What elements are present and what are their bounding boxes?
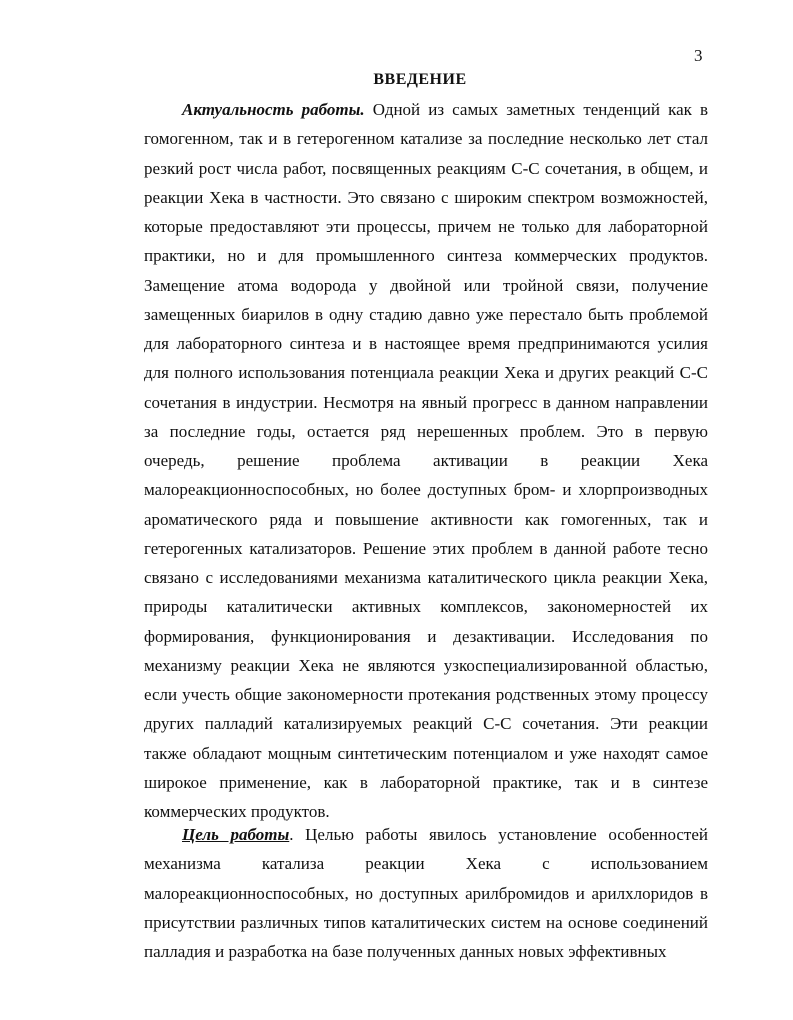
goal-lead: Цель работы bbox=[182, 825, 290, 844]
section-heading: ВВЕДЕНИЕ bbox=[373, 71, 467, 88]
goal-body: . Целью работы явилось установление особенностей механизма катализа реакции Хека с использованием малореакционноспособных, но доступных арилбромидов и арилхлоридов в присутствии различных типов каталитических систем на основе соединений палладия и разработка на базе полученных данных новых эффективных bbox=[144, 825, 708, 961]
relevance-body: Одной из самых заметных тенденций как в гомогенном, так и в гетерогенном катализе за последние несколько лет стал резкий рост числа работ, посвященных реакциям С-С сочетания, в общем, и реакции Хека в частности. Это связано с широким спектром возможностей, которые предоставляют эти процессы, причем не только для лабораторной практики, но и для промышленного синтеза коммерческих продуктов. Замещение атома водорода у двойной или тройной связи, получение замещенных биарилов в одну стадию давно уже перестало быть проблемой для лабораторного синтеза и в настоящее время предпринимаются усилия для полного использования потенциала реакции Хека и других реакций С-С сочетания в индустрии. Несмотря на явный прогресс в данном направлении за последние годы, остается ряд нерешенных проблем. Это в первую очередь, решение проблема активации в реакции Хека малореакционноспособных, но более доступных бром- и хлорпроизводных ароматического ряда и повышение активности как гомогенных, так и гетерогенных катализаторов. Решение этих проблем в данной работе тесно связано с исследованиями механизма каталитического цикла реакции Хека, природы каталитически активных комплексов, закономерностей их формирования, функционирования и дезактивации. Исследования по механизму реакции Хека не являются узкоспециализированной областью, если учесть общие закономерности протекания родственных этому процессу других палладий катализируемых реакций С-С сочетания. Эти реакции также обладают мощным синтетическим потенциалом и уже находят самое широкое применение, как в лабораторной практике, так и в синтезе коммерческих продуктов. bbox=[144, 100, 708, 821]
page-number: 3 bbox=[694, 46, 703, 65]
relevance-paragraph bbox=[144, 95, 708, 826]
relevance-section bbox=[144, 95, 708, 826]
goal-section bbox=[144, 820, 708, 966]
goal-paragraph bbox=[144, 820, 708, 966]
relevance-lead: Актуальность работы. bbox=[182, 100, 365, 119]
